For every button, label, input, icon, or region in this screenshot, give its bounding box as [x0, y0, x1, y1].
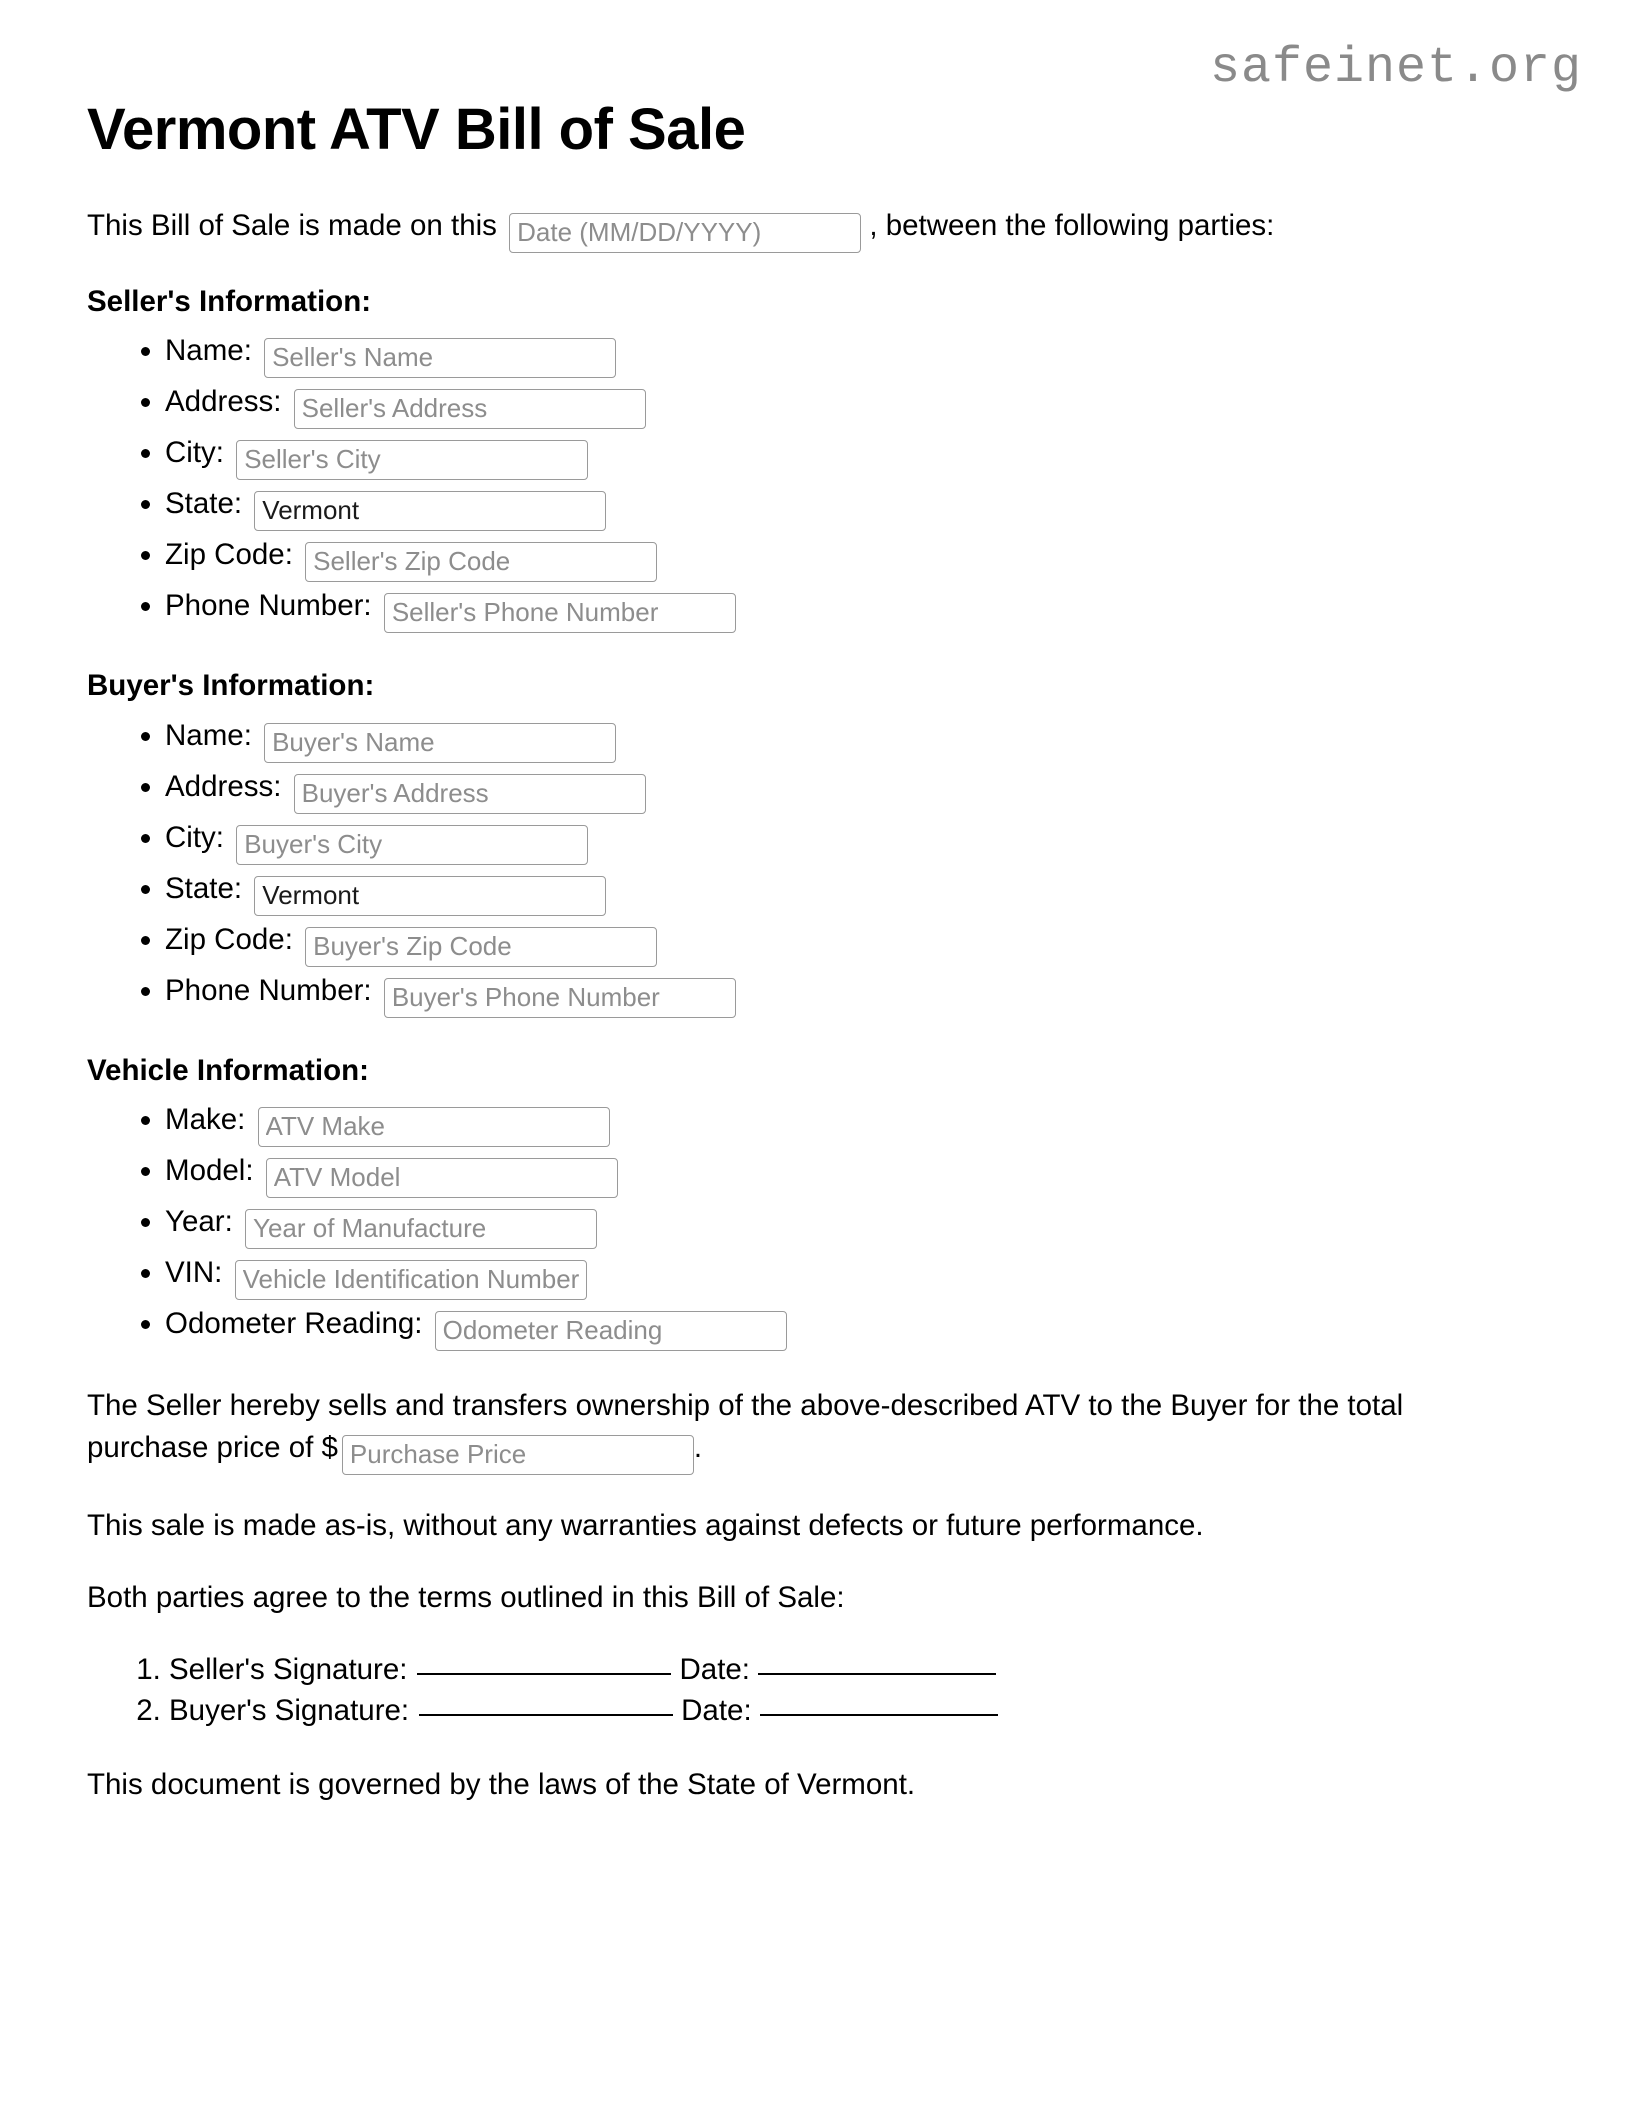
seller-state-input[interactable] [254, 491, 606, 531]
field-label: City: [165, 436, 224, 470]
seller-address-input[interactable] [294, 389, 646, 429]
transfer-text-before: The Seller hereby sells and transfers ownership of the above-described ATV to the Buyer for the total purchase price of $ [87, 1388, 1404, 1464]
field-row [165, 539, 1507, 582]
field-row [165, 1155, 1507, 1198]
buyer-phone-number-input[interactable] [384, 978, 736, 1018]
seller-city-input[interactable] [236, 440, 588, 480]
field-label: Name: [165, 334, 252, 368]
signature-line[interactable] [417, 1673, 671, 1675]
field-row [165, 488, 1507, 531]
buyer-zip-code-input[interactable] [305, 927, 657, 967]
field-label: VIN: [165, 1255, 223, 1289]
vehicle-vin-input[interactable] [235, 1260, 587, 1300]
field-row [165, 822, 1507, 865]
field-label: Year: [165, 1204, 233, 1238]
field-label: Phone Number: [165, 589, 372, 623]
seller-name-input[interactable] [264, 338, 616, 378]
signature-label: Seller's Signature: [169, 1652, 408, 1686]
field-row [165, 924, 1507, 967]
seller-field-list [87, 335, 1507, 633]
document-content [87, 97, 1507, 1836]
governing-law-paragraph: This document is governed by the laws of the State of Vermont. [87, 1768, 916, 1802]
seller-zip-code-input[interactable] [305, 542, 657, 582]
intro-text-after: , between the following parties: [869, 208, 1275, 242]
site-watermark: safeinet.org [1209, 40, 1582, 97]
buyer-city-input[interactable] [236, 825, 588, 865]
field-label: Zip Code: [165, 922, 293, 956]
signature-label: Buyer's Signature: [169, 1694, 410, 1728]
buyer-field-list [87, 720, 1507, 1018]
field-label: Name: [165, 718, 252, 752]
field-label: Zip Code: [165, 538, 293, 572]
vehicle-model-input[interactable] [266, 1158, 618, 1198]
field-row [165, 1308, 1507, 1351]
field-row [165, 437, 1507, 480]
field-row [165, 873, 1507, 916]
seller-phone-number-input[interactable] [384, 593, 736, 633]
field-row [165, 720, 1507, 763]
seller-section-heading: Seller's Information: [87, 284, 372, 318]
field-label: City: [165, 820, 224, 854]
vehicle-section-heading: Vehicle Information: [87, 1053, 369, 1087]
vehicle-year-input[interactable] [245, 1209, 597, 1249]
buyer-address-input[interactable] [294, 774, 646, 814]
transfer-text-after: . [693, 1430, 703, 1464]
field-row [165, 590, 1507, 633]
buyer-state-input[interactable] [254, 876, 606, 916]
field-label: Address: [165, 769, 282, 803]
vehicle-odometer-reading-input[interactable] [435, 1311, 787, 1351]
agreement-paragraph: Both parties agree to the terms outlined in this Bill of Sale: [87, 1580, 845, 1614]
field-label: State: [165, 487, 243, 521]
field-label: Model: [165, 1153, 254, 1187]
signature-date-line[interactable] [758, 1673, 996, 1675]
page-title: Vermont ATV Bill of Sale [87, 97, 746, 162]
field-label: Odometer Reading: [165, 1306, 423, 1340]
field-label: Address: [165, 385, 282, 419]
field-row [165, 1257, 1507, 1300]
field-row [165, 335, 1507, 378]
field-row [165, 1104, 1507, 1147]
field-label: State: [165, 871, 243, 905]
vehicle-make-input[interactable] [258, 1107, 610, 1147]
field-label: Make: [165, 1102, 246, 1136]
buyer-section-heading: Buyer's Information: [87, 669, 375, 703]
signature-list [87, 1649, 1507, 1733]
field-row [165, 386, 1507, 429]
field-row [165, 771, 1507, 814]
signature-date-line[interactable] [760, 1714, 998, 1716]
vehicle-field-list [87, 1104, 1507, 1351]
field-label: Phone Number: [165, 973, 372, 1007]
as-is-paragraph: This sale is made as-is, without any warranties against defects or future performance. [87, 1508, 1204, 1542]
date-input[interactable] [509, 213, 861, 253]
intro-paragraph [87, 205, 1507, 253]
signature-date-label: Date: [681, 1694, 752, 1728]
purchase-price-input[interactable] [342, 1435, 694, 1475]
signature-date-label: Date: [679, 1652, 750, 1686]
signature-row [169, 1649, 1507, 1691]
transfer-paragraph [87, 1385, 1507, 1475]
signature-line[interactable] [419, 1714, 673, 1716]
field-row [165, 975, 1507, 1018]
buyer-name-input[interactable] [264, 723, 616, 763]
signature-row [169, 1690, 1507, 1732]
intro-text-before: This Bill of Sale is made on this [87, 208, 497, 242]
field-row [165, 1206, 1507, 1249]
